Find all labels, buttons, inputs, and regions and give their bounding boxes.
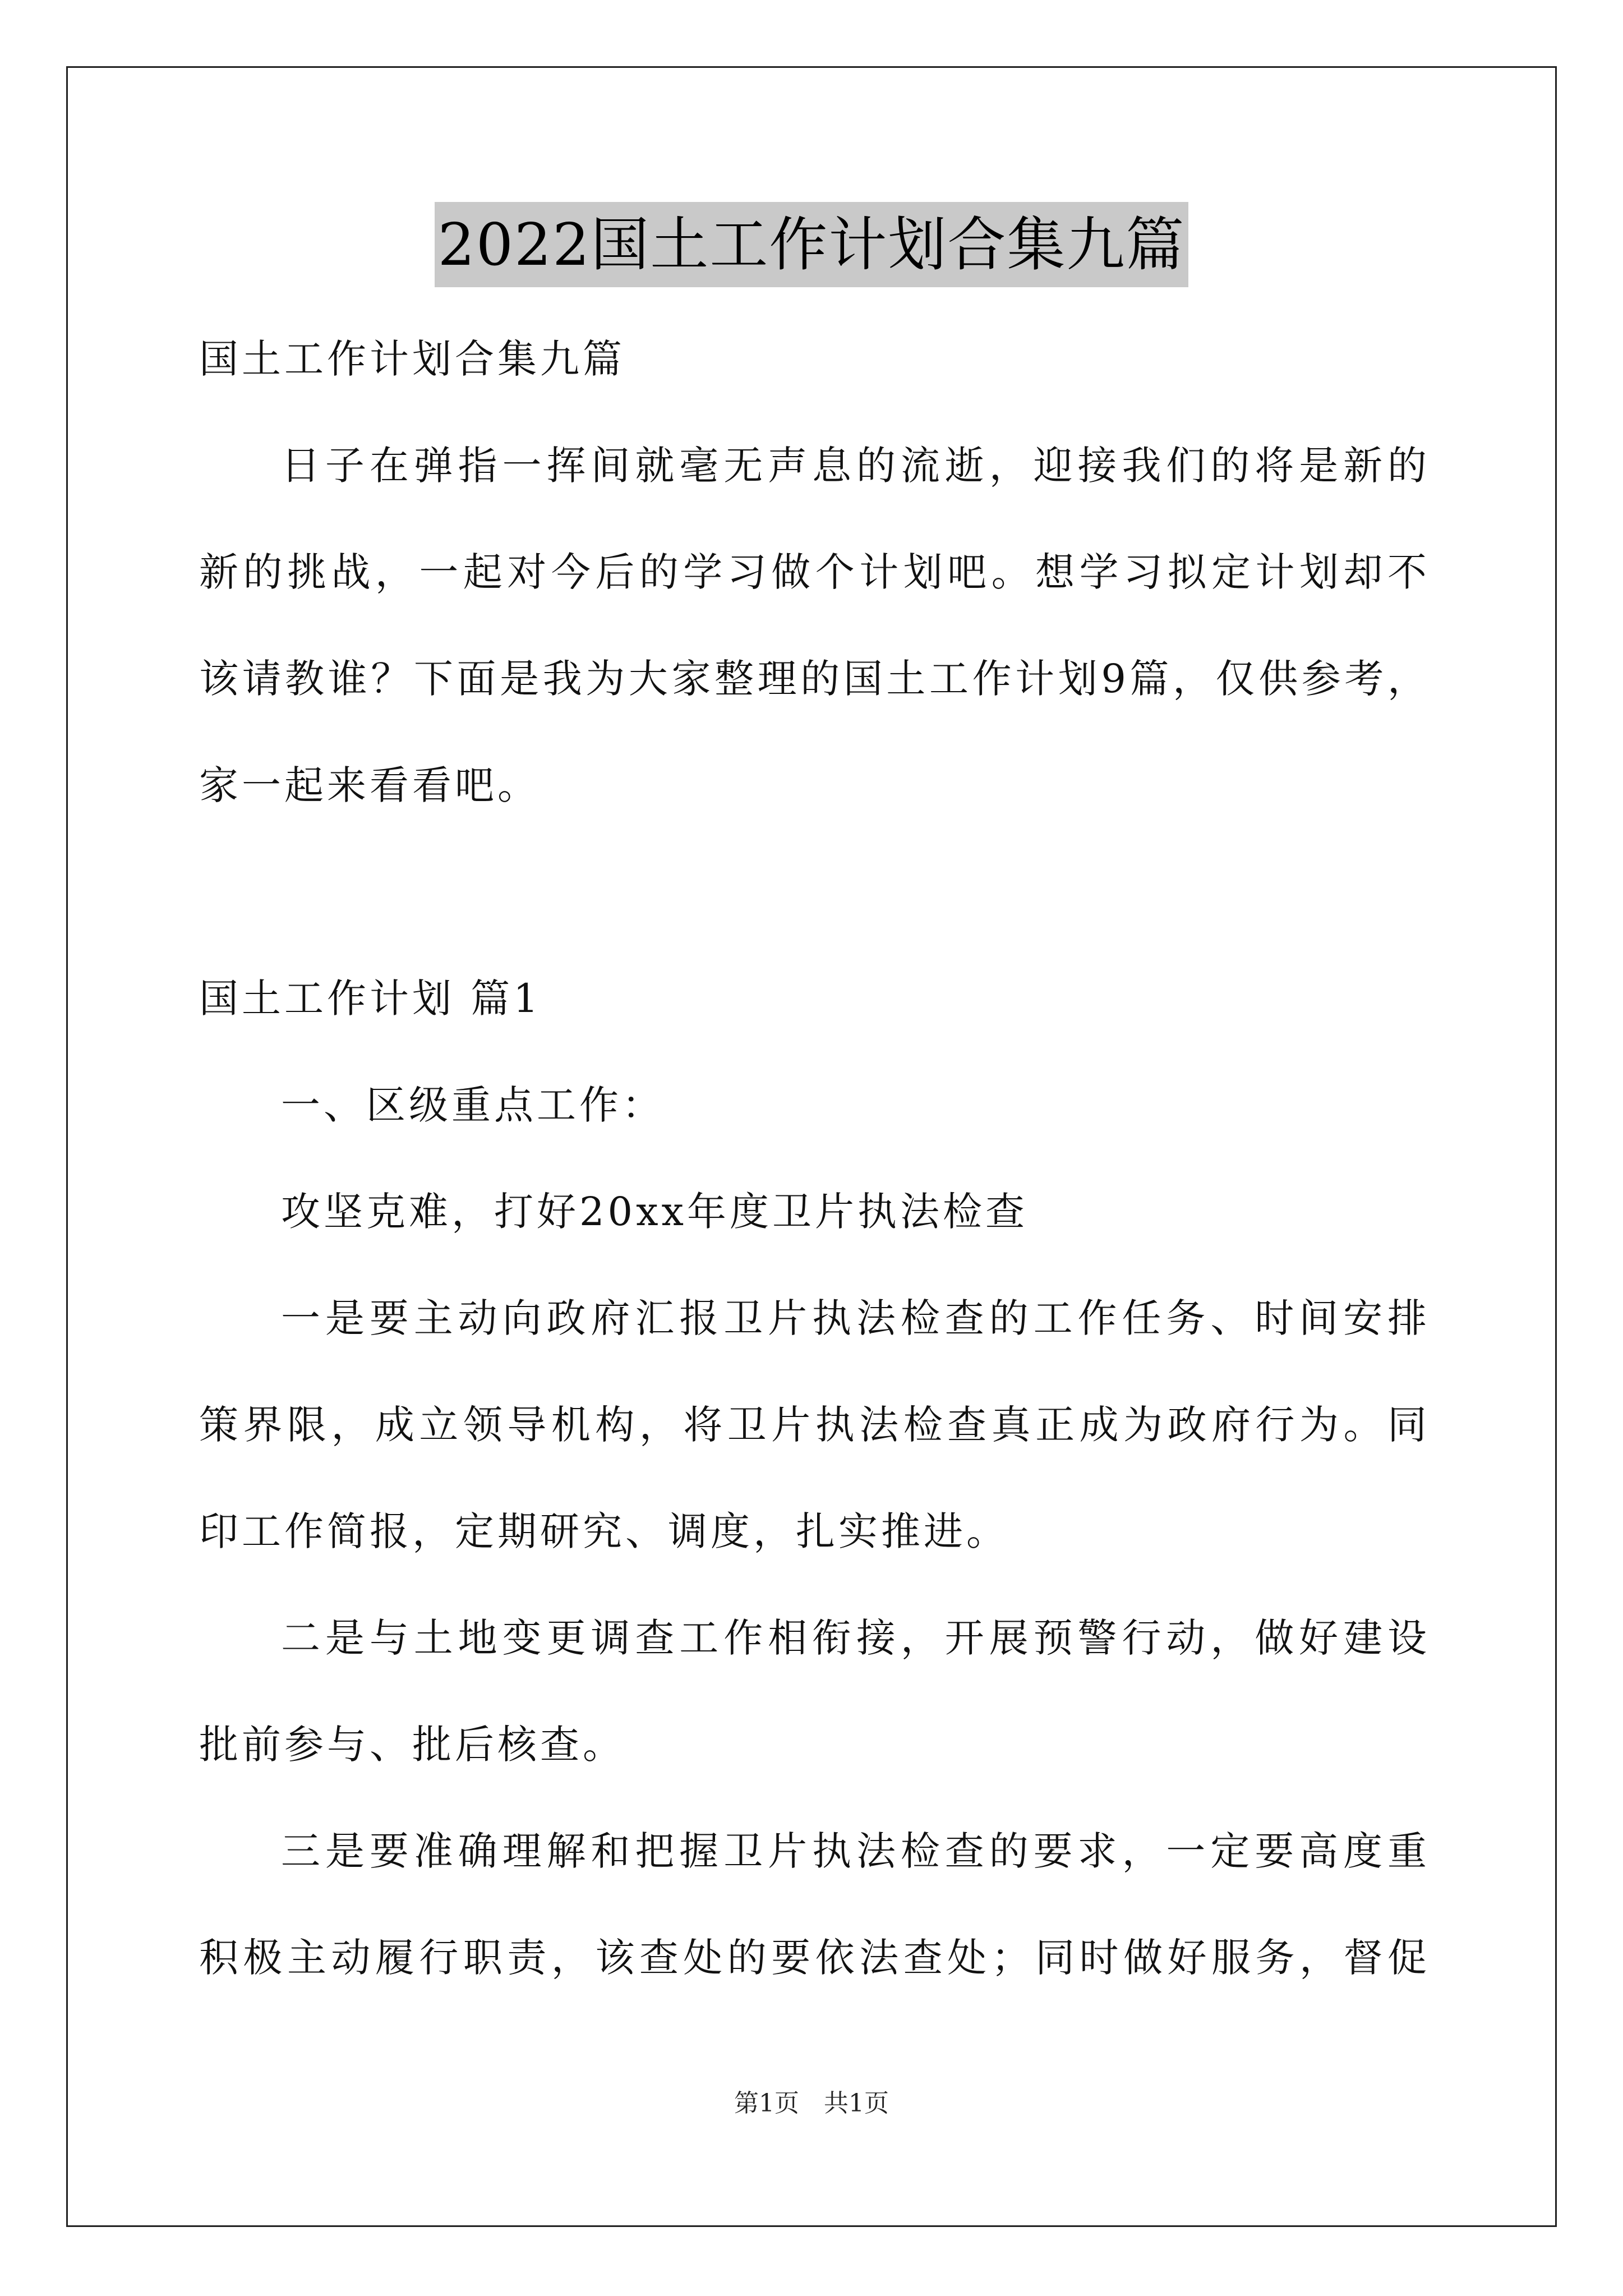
title-area	[0, 202, 1623, 287]
paragraph-line: 策界限，成立领导机构，将卫片执法检查真正成为政府行为。同	[199, 1402, 1430, 1448]
blank-line	[199, 839, 1430, 945]
document-title: 2022国土工作计划合集九篇	[435, 202, 1189, 287]
paragraph-line: 一是要主动向政府汇报卫片执法检查的工作任务、时间安排	[281, 1295, 1430, 1341]
list-item-heading: 一、区级重点工作：	[281, 1082, 665, 1128]
document-subtitle: 国土工作计划合集九篇	[199, 336, 625, 382]
section-heading: 国土工作计划 篇1	[199, 976, 542, 1022]
document-body	[199, 306, 1430, 2011]
paragraph-line: 印工作简报，定期研究、调度，扎实推进。	[199, 1508, 1009, 1554]
intro-line: 该请教谁？下面是我为大家整理的国土工作计划9篇，仅供参考，	[199, 656, 1430, 702]
intro-line: 日子在弹指一挥间就毫无声息的流逝，迎接我们的将是新的	[281, 443, 1430, 489]
list-item-subheading: 攻坚克难，打好20xx年度卫片执法检查	[281, 1189, 1029, 1235]
intro-line: 家一起来看看吧。	[199, 762, 540, 808]
paragraph-line: 二是与土地变更调查工作相衔接，开展预警行动，做好建设	[281, 1615, 1430, 1661]
intro-line: 新的挑战，一起对今后的学习做个计划吧。想学习拟定计划却不	[199, 549, 1430, 595]
page-footer: 第1页 共1页	[734, 2089, 889, 2118]
paragraph-line: 三是要准确理解和把握卫片执法检查的要求，一定要高度重	[281, 1828, 1430, 1874]
paragraph-line: 批前参与、批后核查。	[199, 1722, 625, 1768]
paragraph-line: 积极主动履行职责，该查处的要依法查处；同时做好服务，督促	[199, 1935, 1430, 1981]
